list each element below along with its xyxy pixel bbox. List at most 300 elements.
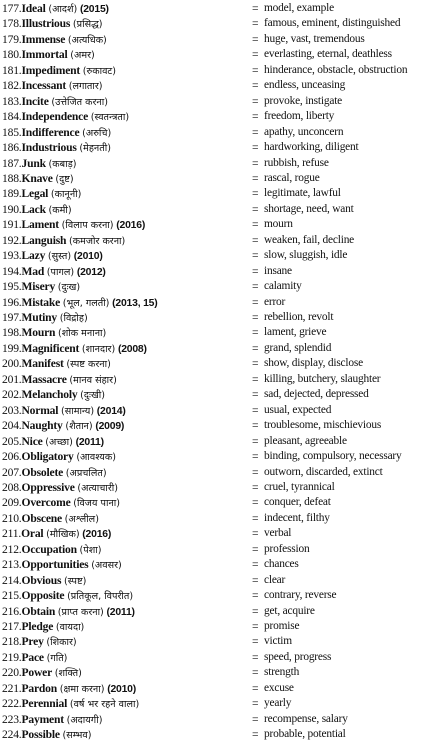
- entry-hindi-meaning: (स्पष्ट): [64, 575, 87, 587]
- entry-english-synonyms: victim: [264, 635, 292, 648]
- entry-term: [2, 665, 82, 681]
- entry-exam-year: (2009): [95, 421, 125, 433]
- entry-word: Lament: [21, 218, 59, 232]
- vocab-entry: [2, 465, 436, 480]
- vocab-entry: [2, 63, 436, 78]
- entry-english-synonyms: freedom, liberty: [264, 110, 335, 123]
- entry-word: Illustrious: [21, 17, 71, 31]
- entry-number: 222.: [2, 697, 22, 711]
- vocab-entry: [2, 94, 436, 109]
- entry-term: [2, 310, 88, 326]
- entry-term: [2, 279, 80, 295]
- vocab-entry: [2, 542, 436, 557]
- vocab-entry: [2, 449, 436, 464]
- entry-exam-year: (2011): [106, 606, 135, 618]
- entry-exam-year: (2012): [76, 266, 106, 278]
- entry-hindi-meaning: (अरुचि): [82, 127, 112, 139]
- entry-exam-year: (2013, 15): [112, 297, 158, 309]
- vocabulary-list: [2, 0, 436, 746]
- equals-sign: =: [252, 573, 259, 587]
- entry-english-synonyms: recompense, salary: [264, 712, 348, 725]
- entry-number: 185.: [2, 125, 22, 139]
- entry-number: 190.: [2, 202, 22, 216]
- entry-word: Massacre: [21, 372, 67, 386]
- entry-term: [2, 557, 122, 573]
- vocab-entry: [2, 619, 436, 634]
- equals-sign: =: [252, 620, 259, 633]
- vocab-entry: [2, 727, 436, 742]
- entry-hindi-meaning: (विलाप करना): [61, 220, 114, 232]
- equals-sign: =: [252, 202, 259, 216]
- entry-hindi-meaning: (मेहनती): [79, 143, 111, 155]
- vocab-entry: [2, 109, 436, 124]
- entry-term: [2, 604, 135, 620]
- equals-sign: =: [252, 94, 259, 108]
- entry-word: Pace: [21, 650, 44, 664]
- equals-sign: =: [252, 2, 259, 15]
- entry-english-synonyms: troublesome, mischievious: [264, 419, 382, 432]
- entry-english-synonyms: huge, vast, tremendous: [264, 32, 365, 45]
- entry-hindi-meaning: (कानूनी): [50, 189, 82, 201]
- vocab-entry: [2, 233, 436, 248]
- equals-sign: =: [252, 697, 259, 711]
- entry-term: [2, 480, 118, 496]
- equals-sign: =: [252, 110, 259, 124]
- entry-term: [2, 573, 86, 589]
- entry-number: 189.: [2, 187, 22, 201]
- entry-hindi-meaning: (सामान्य): [61, 405, 95, 417]
- entry-hindi-meaning: (अवसर): [91, 560, 122, 572]
- entry-hindi-meaning: (स्वतन्त्रता): [90, 112, 130, 124]
- vocab-entry: [2, 264, 436, 279]
- equals-sign: =: [252, 249, 259, 263]
- entry-number: 177.: [2, 2, 22, 15]
- entry-english-synonyms: insane: [264, 264, 292, 277]
- entry-hindi-meaning: (अच्छा): [45, 436, 73, 448]
- entry-term: [2, 94, 108, 110]
- entry-hindi-meaning: (प्राप्त करना): [57, 606, 104, 618]
- entry-number: 202.: [2, 388, 22, 402]
- entry-term: [2, 418, 124, 434]
- entry-word: Lazy: [21, 249, 46, 263]
- vocab-entry: [2, 557, 436, 572]
- entry-word: Junk: [21, 156, 46, 170]
- entry-term: [2, 634, 77, 650]
- entry-hindi-meaning: (दुःखी): [80, 390, 106, 402]
- equals-sign: =: [252, 372, 259, 386]
- entry-word: Pledge: [21, 620, 54, 633]
- entry-number: 223.: [2, 712, 22, 726]
- entry-word: Prey: [21, 635, 44, 649]
- entry-term: [2, 495, 120, 511]
- entry-english-synonyms: sad, dejected, depressed: [264, 388, 369, 401]
- entry-term: [2, 202, 72, 218]
- entry-number: 219.: [2, 650, 22, 664]
- entry-hindi-meaning: (विद्रोह): [59, 313, 88, 324]
- entry-number: 215.: [2, 589, 22, 603]
- entry-english-synonyms: killing, butchery, slaughter: [264, 372, 381, 385]
- entry-hindi-meaning: (सुस्त): [47, 251, 72, 263]
- equals-sign: =: [252, 311, 259, 324]
- entry-english-synonyms: get, acquire: [264, 604, 315, 617]
- entry-word: Obvious: [21, 573, 62, 587]
- entry-number: 179.: [2, 32, 22, 46]
- entry-hindi-meaning: (मौखिक): [46, 529, 80, 541]
- entry-english-synonyms: excuse: [264, 681, 294, 694]
- entry-term: [2, 387, 105, 403]
- vocab-entry: [2, 526, 436, 541]
- equals-sign: =: [252, 403, 259, 417]
- equals-sign: =: [252, 635, 259, 649]
- entry-english-synonyms: yearly: [264, 697, 292, 710]
- entry-hindi-meaning: (पेशा): [79, 544, 102, 556]
- vocab-entry: [2, 325, 436, 340]
- entry-term: [2, 109, 129, 125]
- entry-word: Immense: [21, 32, 66, 46]
- entry-english-synonyms: speed, progress: [264, 650, 332, 663]
- entry-english-synonyms: pleasant, agreeable: [264, 434, 347, 447]
- entry-term: [2, 233, 125, 249]
- entry-number: 218.: [2, 635, 22, 649]
- vocab-entry: [2, 634, 436, 649]
- entry-term: [2, 125, 111, 141]
- entry-word: Obligatory: [21, 450, 74, 464]
- entry-number: 181.: [2, 63, 22, 77]
- entry-number: 210.: [2, 511, 22, 525]
- entry-english-synonyms: calamity: [264, 280, 302, 293]
- entry-hindi-meaning: (उत्तेजित करना): [51, 96, 108, 108]
- entry-hindi-meaning: (शिकार): [46, 637, 77, 649]
- equals-sign: =: [252, 63, 259, 77]
- entry-english-synonyms: everlasting, eternal, deathless: [264, 48, 392, 61]
- entry-number: 217.: [2, 620, 22, 633]
- entry-english-synonyms: mourn: [264, 218, 293, 231]
- equals-sign: =: [252, 125, 259, 139]
- entry-english-synonyms: weaken, fail, decline: [264, 233, 355, 246]
- entry-term: [2, 63, 116, 79]
- entry-number: 184.: [2, 110, 22, 124]
- entry-term: [2, 341, 147, 357]
- entry-exam-year: (2016): [116, 220, 146, 232]
- vocab-entry: [2, 480, 436, 495]
- entry-word: Oral: [21, 527, 44, 541]
- entry-term: [2, 619, 84, 635]
- vocab-entry: [2, 387, 436, 402]
- vocab-entry: [2, 16, 436, 31]
- vocab-entry: [2, 650, 436, 665]
- entry-english-synonyms: rebellion, revolt: [264, 311, 334, 323]
- entry-english-synonyms: model, example: [264, 2, 334, 14]
- entry-word: Lack: [21, 202, 46, 216]
- entry-hindi-meaning: (विजय पाना): [73, 498, 121, 510]
- vocab-entry: [2, 712, 436, 727]
- entry-word: Indifference: [21, 125, 80, 139]
- vocab-entry: [2, 202, 436, 217]
- entry-term: [2, 403, 126, 419]
- entry-english-synonyms: conquer, defeat: [264, 496, 331, 509]
- entry-exam-year: (2010): [73, 251, 103, 263]
- entry-english-synonyms: chances: [264, 558, 299, 571]
- entry-exam-year: (2011): [75, 436, 104, 448]
- entry-word: Mutiny: [21, 311, 58, 324]
- entry-number: 197.: [2, 311, 22, 324]
- entry-hindi-meaning: (रुकावट): [82, 65, 116, 77]
- entry-number: 178.: [2, 17, 22, 31]
- entry-english-synonyms: endless, unceasing: [264, 79, 346, 92]
- entry-english-synonyms: verbal: [264, 527, 292, 540]
- entry-number: 204.: [2, 419, 22, 433]
- entry-term: [2, 465, 107, 481]
- entry-hindi-meaning: (अदायगी): [66, 714, 103, 726]
- equals-sign: =: [252, 480, 259, 494]
- entry-english-synonyms: usual, expected: [264, 403, 332, 416]
- entry-exam-year: (2014): [96, 405, 126, 417]
- vocab-entry: [2, 573, 436, 588]
- entry-word: Mad: [21, 264, 45, 278]
- entry-hindi-meaning: (अमर): [70, 50, 95, 62]
- entry-english-synonyms: rubbish, refuse: [264, 156, 329, 169]
- entry-number: 213.: [2, 558, 22, 572]
- entry-term: [2, 264, 106, 280]
- entry-hindi-meaning: (आदर्श): [48, 4, 78, 15]
- entry-term: [2, 325, 106, 341]
- vocab-entry: [2, 495, 436, 510]
- entry-term: [2, 696, 139, 712]
- entry-english-synonyms: lament, grieve: [264, 326, 327, 339]
- entry-word: Naughty: [21, 419, 63, 433]
- entry-english-synonyms: error: [264, 295, 286, 308]
- entry-english-synonyms: show, display, disclose: [264, 357, 363, 370]
- vocab-entry: [2, 604, 436, 619]
- vocab-entry: [2, 1, 436, 16]
- vocab-entry: [2, 341, 436, 356]
- entry-hindi-meaning: (गति): [46, 652, 68, 664]
- entry-hindi-meaning: (वायदा): [55, 622, 85, 633]
- entry-number: 180.: [2, 48, 22, 62]
- equals-sign: =: [252, 218, 259, 232]
- entry-number: 205.: [2, 434, 22, 448]
- equals-sign: =: [252, 419, 259, 433]
- entry-word: Melancholy: [21, 388, 78, 402]
- entry-number: 212.: [2, 542, 22, 556]
- entry-term: [2, 32, 107, 48]
- entry-hindi-meaning: (कमी): [48, 204, 72, 216]
- entry-word: Obsolete: [21, 465, 64, 479]
- entry-hindi-meaning: (क्षमा करना): [59, 683, 105, 695]
- entry-hindi-meaning: (अत्यधिक): [67, 34, 107, 46]
- entry-hindi-meaning: (दुष्ट): [55, 173, 74, 185]
- entry-hindi-meaning: (प्रतिकूल, विपरीत): [67, 591, 134, 603]
- entry-word: Oppressive: [21, 480, 75, 494]
- entry-word: Legal: [21, 187, 49, 201]
- vocab-entry: [2, 403, 436, 418]
- entry-term: [2, 449, 116, 465]
- entry-term: [2, 156, 77, 172]
- equals-sign: =: [252, 388, 259, 402]
- equals-sign: =: [252, 681, 259, 695]
- entry-word: Incite: [21, 94, 49, 108]
- entry-exam-year: (2015): [79, 4, 109, 15]
- equals-sign: =: [252, 650, 259, 664]
- entry-word: Knave: [21, 171, 53, 185]
- entry-english-synonyms: binding, compulsory, necessary: [264, 450, 402, 463]
- entry-word: Opportunities: [21, 558, 89, 572]
- entry-exam-year: (2016): [82, 529, 112, 541]
- entry-term: [2, 511, 99, 527]
- entry-term: [2, 295, 158, 311]
- entry-word: Magnificent: [21, 341, 80, 355]
- equals-sign: =: [252, 496, 259, 510]
- equals-sign: =: [252, 558, 259, 572]
- entry-term: [2, 248, 103, 264]
- entry-number: 216.: [2, 604, 22, 618]
- entry-english-synonyms: outworn, discarded, extinct: [264, 465, 383, 478]
- entry-word: Perennial: [21, 697, 68, 711]
- entry-number: 214.: [2, 573, 22, 587]
- equals-sign: =: [252, 341, 259, 355]
- equals-sign: =: [252, 295, 259, 309]
- entry-term: [2, 526, 111, 542]
- vocab-entry: [2, 186, 436, 201]
- entry-number: 192.: [2, 233, 22, 247]
- entry-hindi-meaning: (कमजोर करना): [69, 235, 126, 247]
- entry-word: Immortal: [21, 48, 68, 62]
- vocab-entry: [2, 125, 436, 140]
- entry-english-synonyms: apathy, unconcern: [264, 125, 344, 138]
- entry-word: Impediment: [21, 63, 81, 77]
- vocab-entry: [2, 217, 436, 232]
- entry-english-synonyms: profession: [264, 542, 310, 555]
- entry-word: Normal: [21, 403, 59, 417]
- vocab-entry: [2, 434, 436, 449]
- vocab-entry: [2, 665, 436, 680]
- entry-word: Mourn: [21, 326, 56, 340]
- entry-term: [2, 78, 103, 94]
- vocab-entry: [2, 47, 436, 62]
- equals-sign: =: [252, 264, 259, 278]
- entry-word: Occupation: [21, 542, 77, 556]
- entry-hindi-meaning: (कबाड़): [48, 158, 77, 170]
- entry-number: 203.: [2, 403, 22, 417]
- equals-sign: =: [252, 326, 259, 340]
- entry-term: [2, 171, 74, 187]
- entry-term: [2, 681, 136, 697]
- entry-hindi-meaning: (शोक मनाना): [58, 328, 107, 340]
- entry-term: [2, 47, 95, 63]
- entry-word: Mistake: [21, 295, 61, 309]
- entry-number: 187.: [2, 156, 22, 170]
- entry-hindi-meaning: (पागल): [46, 266, 75, 278]
- entry-english-synonyms: provoke, instigate: [264, 94, 343, 107]
- equals-sign: =: [252, 434, 259, 448]
- entry-english-synonyms: strength: [264, 666, 300, 679]
- entry-term: [2, 356, 111, 372]
- entry-exam-year: (2008): [117, 343, 147, 355]
- equals-sign: =: [252, 79, 259, 93]
- entry-hindi-meaning: (प्रसिद्ध): [72, 19, 103, 31]
- entry-number: 183.: [2, 94, 22, 108]
- equals-sign: =: [252, 712, 259, 726]
- equals-sign: =: [252, 156, 259, 170]
- entry-hindi-meaning: (अश्लील): [64, 513, 99, 525]
- entry-english-synonyms: indecent, filthy: [264, 511, 330, 524]
- entry-term: [2, 217, 145, 233]
- vocab-entry: [2, 511, 436, 526]
- equals-sign: =: [252, 48, 259, 62]
- entry-number: 196.: [2, 295, 22, 309]
- entry-word: Overcome: [21, 496, 71, 510]
- entry-word: Misery: [21, 280, 56, 294]
- vocab-entry: [2, 310, 436, 325]
- entry-word: Power: [21, 666, 53, 680]
- entry-term: [2, 727, 91, 743]
- entry-word: Incessant: [21, 79, 67, 93]
- vocab-entry: [2, 356, 436, 371]
- entry-english-synonyms: probable, potential: [264, 728, 346, 741]
- vocab-entry: [2, 248, 436, 263]
- equals-sign: =: [252, 604, 259, 618]
- entry-number: 221.: [2, 681, 22, 695]
- entry-hindi-meaning: (शैतान): [65, 421, 93, 433]
- entry-number: 193.: [2, 249, 22, 263]
- entry-english-synonyms: grand, splendid: [264, 341, 332, 354]
- equals-sign: =: [252, 728, 259, 742]
- entry-term: [2, 16, 103, 32]
- equals-sign: =: [252, 280, 259, 294]
- equals-sign: =: [252, 589, 259, 603]
- entry-term: [2, 140, 111, 156]
- entry-number: 224.: [2, 728, 22, 742]
- entry-number: 211.: [2, 527, 22, 541]
- entry-word: Obscene: [21, 511, 62, 525]
- entry-english-synonyms: rascal, rogue: [264, 171, 320, 184]
- entry-word: Manifest: [21, 357, 64, 371]
- entry-term: [2, 712, 102, 728]
- entry-hindi-meaning: (लगातार): [68, 81, 103, 93]
- equals-sign: =: [252, 450, 259, 464]
- entry-english-synonyms: promise: [264, 620, 300, 632]
- entry-hindi-meaning: (भूल, गलती): [62, 297, 110, 309]
- vocab-entry: [2, 418, 436, 433]
- entry-number: 186.: [2, 141, 22, 155]
- entry-number: 194.: [2, 264, 22, 278]
- entry-english-synonyms: slow, sluggish, idle: [264, 249, 348, 262]
- equals-sign: =: [252, 542, 259, 556]
- entry-word: Languish: [21, 233, 67, 247]
- entry-word: Independence: [21, 110, 89, 124]
- vocab-entry: [2, 279, 436, 294]
- vocab-entry: [2, 171, 436, 186]
- entry-word: Nice: [21, 434, 43, 448]
- entry-number: 207.: [2, 465, 22, 479]
- entry-number: 191.: [2, 218, 22, 232]
- entry-word: Pardon: [21, 681, 58, 695]
- entry-term: [2, 542, 102, 558]
- equals-sign: =: [252, 17, 259, 31]
- vocab-entry: [2, 156, 436, 171]
- equals-sign: =: [252, 357, 259, 371]
- vocab-entry: [2, 696, 436, 711]
- entry-english-synonyms: clear: [264, 573, 286, 586]
- equals-sign: =: [252, 666, 259, 680]
- vocab-entry: [2, 372, 436, 387]
- entry-hindi-meaning: (शक्ति): [54, 668, 82, 680]
- vocab-entry: [2, 78, 436, 93]
- vocab-entry: [2, 588, 436, 603]
- entry-hindi-meaning: (वर्ष भर रहने वाला): [69, 699, 140, 711]
- equals-sign: =: [252, 511, 259, 525]
- entry-english-synonyms: hardworking, diligent: [264, 141, 359, 154]
